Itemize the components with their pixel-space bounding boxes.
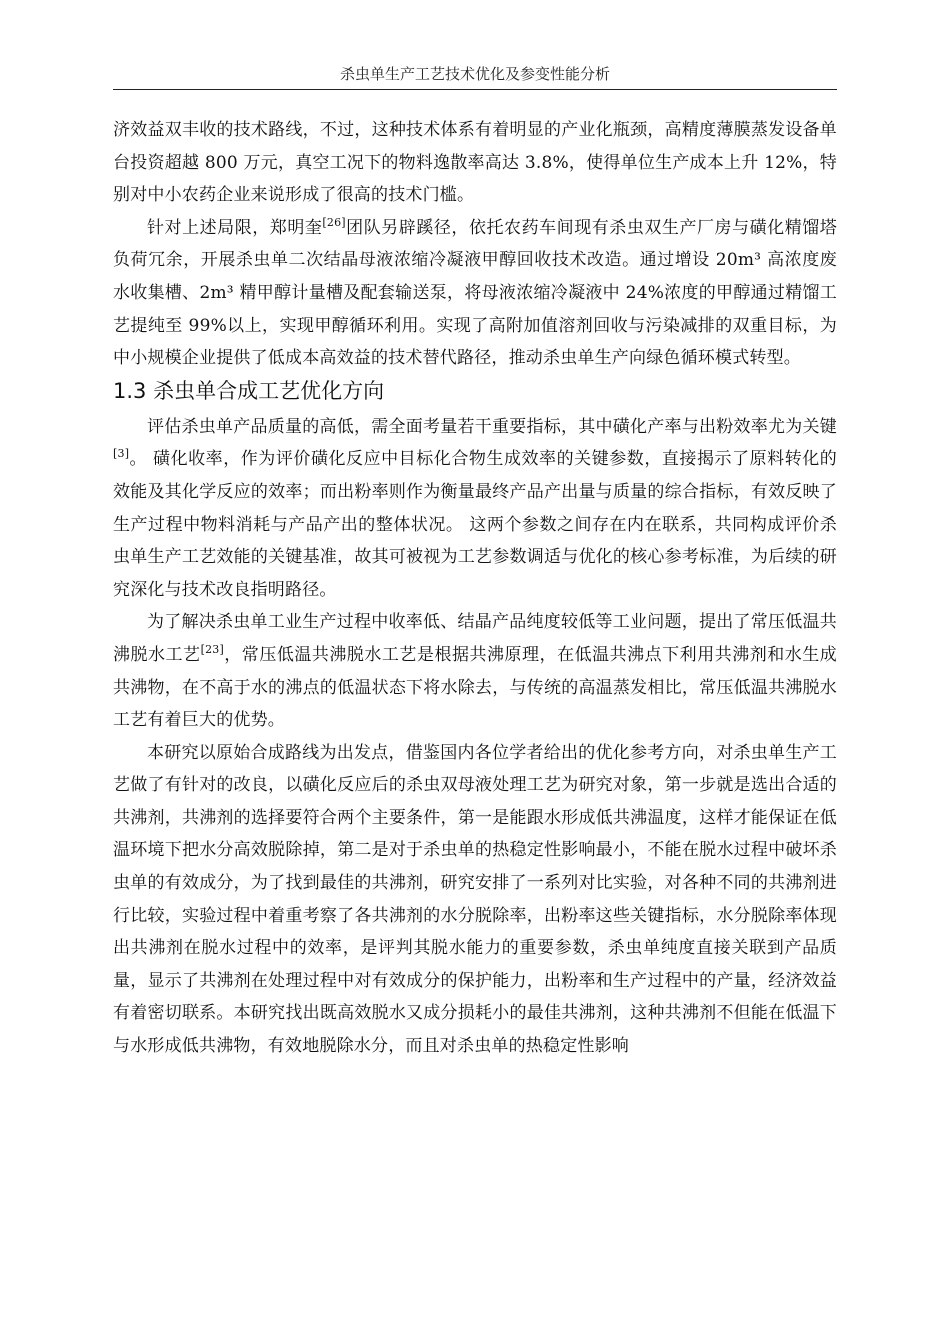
paragraph-text: 评估杀虫单产品质量的高低，需全面考量若干重要指标，其中磺化产率与出粉效率尤为关键 — [147, 416, 837, 437]
citation-ref: [26] — [322, 215, 346, 229]
paragraph-continued: 济效益双丰收的技术路线，不过，这种技术体系有着明显的产业化瓶颈，高精度薄膜蒸发设备单台投资超越 800 万元，真空工况下的物料逸散率高达 3.8%，使得单位生产成本上升 12%，特别对中小农药企业来说形成了很高的技术门槛。 — [113, 120, 837, 206]
paragraph-text: 针对上述局限，郑明奎 — [147, 217, 323, 238]
paragraph-text: 。 磺化收率，作为评价磺化反应中目标化合物生成效率的关键参数，直接揭示了原料转化的效能及其化学反应的效率；而出粉率则作为衡量最终产品产出量与质量的综合指标，有效反映了生产过程中物料消耗与产品产出的整体状况。 这两个参数之间存在内在联系，共同构成评价杀虫单生产工艺效能的关键基准，故其可被视为工艺参数调适与优化的核心参考标准，为后续的研究深化与技术改良指明路径。 — [113, 449, 837, 600]
paragraph-azeotropic-process — [113, 606, 837, 736]
citation-ref: [23] — [200, 642, 224, 656]
paragraph-text: 团队另辟蹊径，依托农药车间现有杀虫双生产厂房与磺化精馏塔负荷冗余，开展杀虫单二次结晶母液浓缩冷凝液甲醇回收技术改造。通过增设 20m³ 高浓度废水收集槽、2m³ 精甲醇计量槽及配套输送泵，将母液浓缩冷凝液中 24%浓度的甲醇通过精馏工艺提纯至 99%以上，实现甲醇循环利用。实现了高附加值溶剂回收与污染减排的双重目标，为中小规模企业提供了低成本高效益的技术替代路径，推动杀虫单生产向绿色循环模式转型。 — [113, 217, 837, 369]
body-text — [113, 114, 837, 1063]
citation-ref: [3] — [113, 447, 130, 461]
running-header: 杀虫单生产工艺技术优化及参变性能分析 — [339, 65, 610, 83]
section-heading: 1.3 杀虫单合成工艺优化方向 — [113, 378, 385, 403]
paragraph-quality-indicators — [113, 411, 837, 607]
paragraph-text: 为了解决杀虫单工业生产过程中收率低、结晶产品纯度较低等工业问题，提出了常压低温共沸脱水工艺 — [113, 612, 837, 665]
paragraph-methanol-recovery — [113, 212, 837, 375]
paragraph-text: ，常压低温共沸脱水工艺是根据共沸原理，在低温共沸点下利用共沸剂和水生成共沸物，在不高于水的沸点的低温状态下将水除去，与传统的高温蒸发相比，常压低温共沸脱水工艺有着巨大的优势。 — [113, 644, 838, 731]
header-rule — [113, 89, 837, 90]
paragraph-research-plan: 本研究以原始合成路线为出发点，借鉴国内各位学者给出的优化参考方向，对杀虫单生产工艺做了有针对的改良，以磺化反应后的杀虫双母液处理工艺为研究对象，第一步就是选出合适的共沸剂，共沸剂的选择要符合两个主要条件，第一是能跟水形成低共沸温度，这样才能保证在低温环境下把水分高效脱除掉，第二是对于杀虫单的热稳定性影响最小，不能在脱水过程中破坏杀虫单的有效成分，为了找到最佳的共沸剂，研究安排了一系列对比实验，对各种不同的共沸剂进行比较，实验过程中着重考察了各共沸剂的水分脱除率，出粉率这些关键指标，水分脱除率体现出共沸剂在脱水过程中的效率，是评判其脱水能力的重要参数，杀虫单纯度直接关联到产品质量，显示了共沸剂在处理过程中对有效成分的保护能力，出粉率和生产过程中的产量，经济效益有着密切联系。本研究找出既高效脱水又成分损耗小的最佳共沸剂，这种共沸剂不但能在低温下与水形成低共沸物，有效地脱除水分，而且对杀虫单的热稳定性影响 — [113, 742, 837, 1057]
